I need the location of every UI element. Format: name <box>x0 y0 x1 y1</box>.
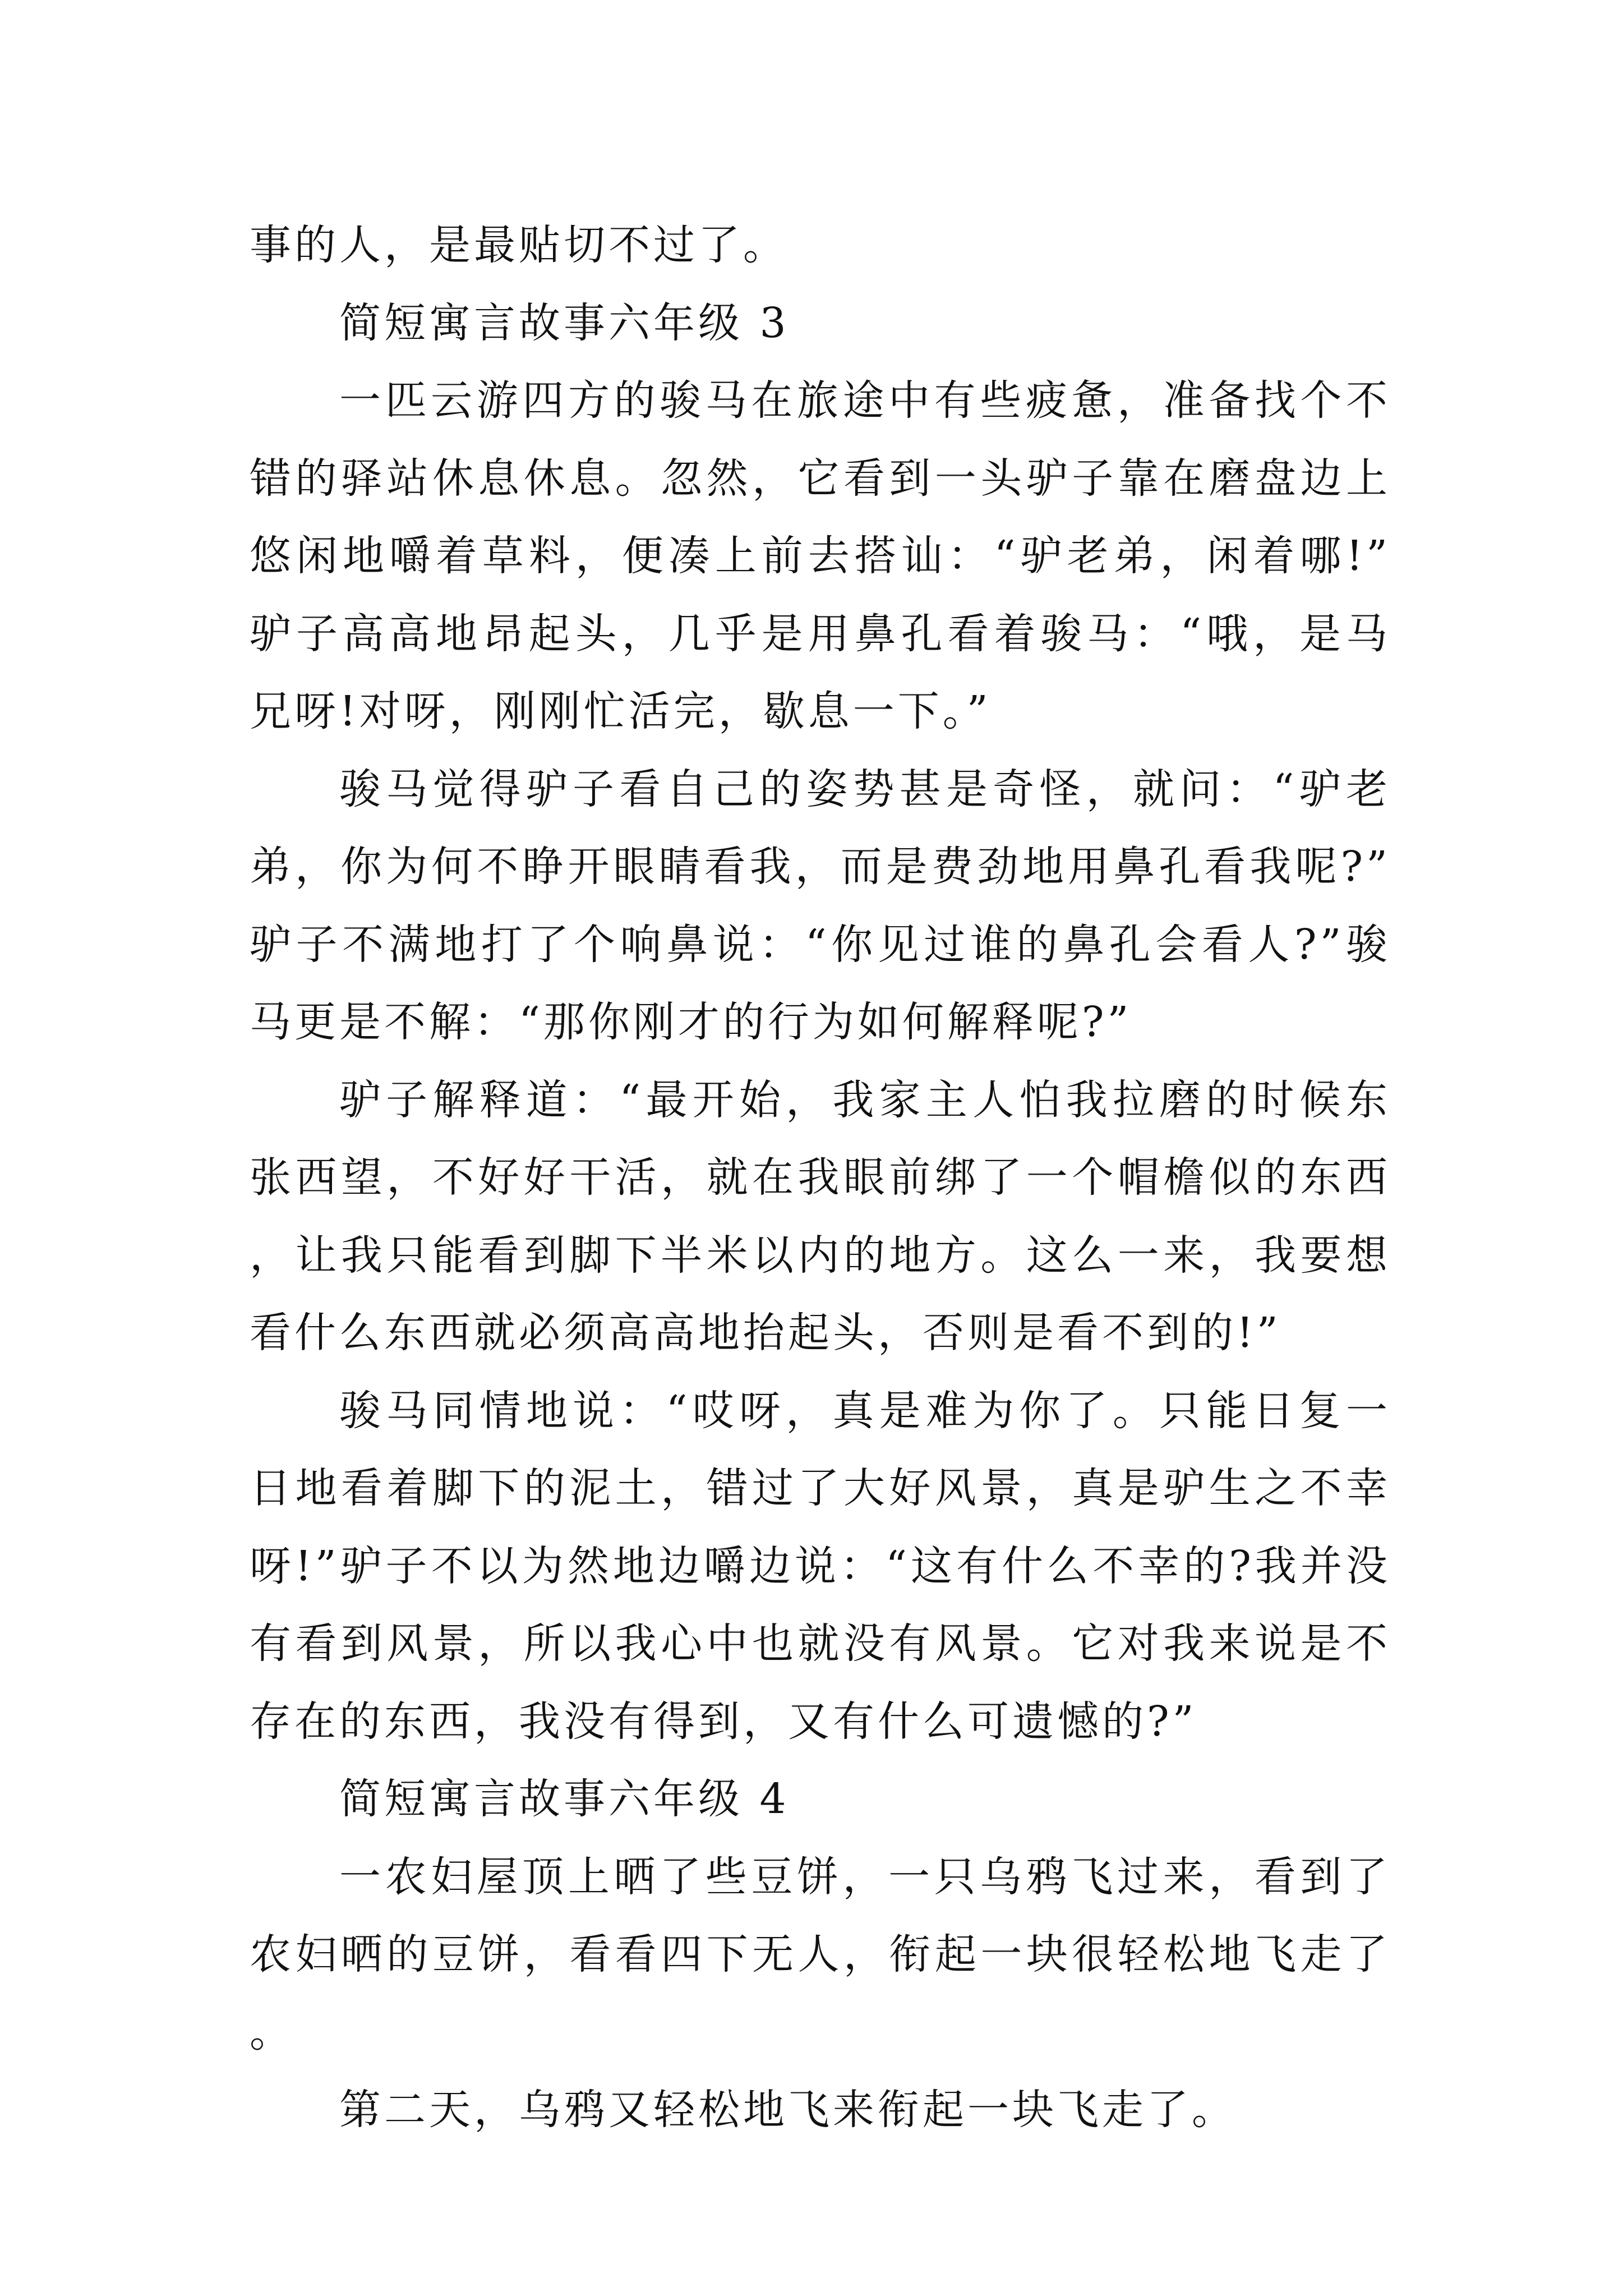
paragraph-continuation: 事的人，是最贴切不过了。 <box>250 221 788 269</box>
section-heading-3: 简短寓言故事六年级 3 <box>339 298 790 347</box>
paragraph: 第二天，乌鸦又轻松地飞来衔起一块飞走了。 <box>339 2086 1237 2134</box>
paragraph: 骏马同情地说：“哎呀，真是难为你了。只能日复一日地看着脚下的泥土，错过了大好风景，真是驴生之不幸呀!”驴子不以为然地边嚼边说：“这有什么不幸的?我并没有看到风景，所以我心中也就没有风景。它对我来说是不存在的东西，我没有得到，又有什么可遗憾的?” <box>250 1386 1391 1746</box>
paragraph: 骏马觉得驴子看自己的姿势甚是奇怪，就问：“驴老弟，你为何不睁开眼睛看我，而是费劲地用鼻孔看我呢?”驴子不满地打了个响鼻说：“你见过谁的鼻孔会看人?”骏马更是不解：“那你刚才的行为如何解释呢?” <box>250 765 1391 1046</box>
paragraph: 一农妇屋顶上晒了些豆饼，一只乌鸦飞过来，看到了农妇晒的豆饼，看看四下无人，衔起一块很轻松地飞走了。 <box>250 1852 1391 2056</box>
paragraph: 驴子解释道：“最开始，我家主人怕我拉磨的时候东张西望，不好好干活，就在我眼前绑了一个帽檐似的东西，让我只能看到脚下半米以内的地方。这么一来，我要想看什么东西就必须高高地抬起头，否则是看不到的!” <box>250 1075 1391 1357</box>
document-body <box>250 206 1391 2149</box>
section-heading-4: 简短寓言故事六年级 4 <box>339 1775 790 1823</box>
paragraph: 一匹云游四方的骏马在旅途中有些疲惫，准备找个不错的驿站休息休息。忽然，它看到一头驴子靠在磨盘边上悠闲地嚼着草料，便凑上前去搭讪：“驴老弟，闲着哪!”驴子高高地昂起头，几乎是用鼻孔看着骏马：“哦，是马兄呀!对呀，刚刚忙活完，歇息一下。” <box>250 376 1391 735</box>
